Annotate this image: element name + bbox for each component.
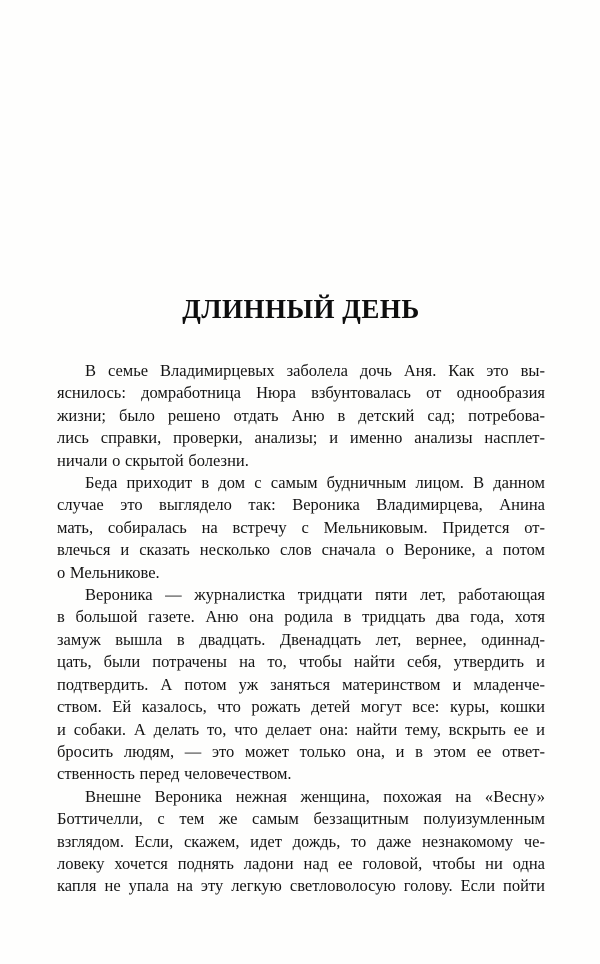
text-line: ничали о скрытой болезни. xyxy=(57,450,249,470)
text-line: ством. Ей казалось, что рожать детей могут все: куры, кошки xyxy=(57,697,545,717)
text-line: подтвердить. А потом уж заняться материнством и младенче- xyxy=(57,674,545,694)
body-text xyxy=(57,360,545,898)
text-line: Внешне Вероника нежная женщина, похожая на «Весну» xyxy=(85,786,545,806)
paragraph xyxy=(57,472,545,584)
text-line: бросить людям, — это может только она, и в этом ее ответ- xyxy=(57,741,545,761)
text-line: в большой газете. Аню она родила в тридцать два года, хотя xyxy=(57,607,545,627)
chapter-title: ДЛИННЫЙ ДЕНЬ xyxy=(182,294,420,324)
paragraph xyxy=(57,786,545,898)
paragraph xyxy=(57,360,545,472)
text-line: и собаки. А делать то, что делает она: найти тему, вскрыть ее и xyxy=(57,719,545,739)
text-line: Вероника — журналистка тридцати пяти лет, работающая xyxy=(85,585,545,605)
text-line: яснилось: домработница Нюра взбунтовалась от однообразия xyxy=(57,383,545,403)
text-line: жизни; было решено отдать Аню в детский сад; потребова- xyxy=(57,405,545,425)
text-line: Беда приходит в дом с самым будничным лицом. В данном xyxy=(85,473,545,493)
text-line: случае это выглядело так: Вероника Владимирцева, Анина xyxy=(57,495,545,515)
paragraph xyxy=(57,584,545,786)
text-line: взглядом. Если, скажем, идет дождь, то даже незнакомому че- xyxy=(57,831,545,851)
text-line: влечься и сказать несколько слов сначала о Веронике, а потом xyxy=(57,540,545,560)
text-line: ственность перед человечеством. xyxy=(57,764,292,784)
page-content xyxy=(57,294,545,898)
text-line: мать, собиралась на встречу с Мельниковым. Придется от- xyxy=(57,517,545,537)
text-line: ловеку хочется поднять ладони над ее головой, чтобы ни одна xyxy=(57,853,545,873)
text-line: капля не упала на эту легкую светловолосую голову. Если пойти xyxy=(57,876,545,896)
text-line: о Мельникове. xyxy=(57,562,160,582)
text-line: лись справки, проверки, анализы; и именно анализы насплет- xyxy=(57,428,545,448)
text-line: замуж вышла в двадцать. Двенадцать лет, вернее, одиннад- xyxy=(57,629,545,649)
text-line: Боттичелли, с тем же самым беззащитным полуизумленным xyxy=(57,809,545,829)
text-line: цать, были потрачены на то, чтобы найти себя, утвердить и xyxy=(57,652,545,672)
text-line: В семье Владимирцевых заболела дочь Аня. Как это вы- xyxy=(85,361,545,380)
